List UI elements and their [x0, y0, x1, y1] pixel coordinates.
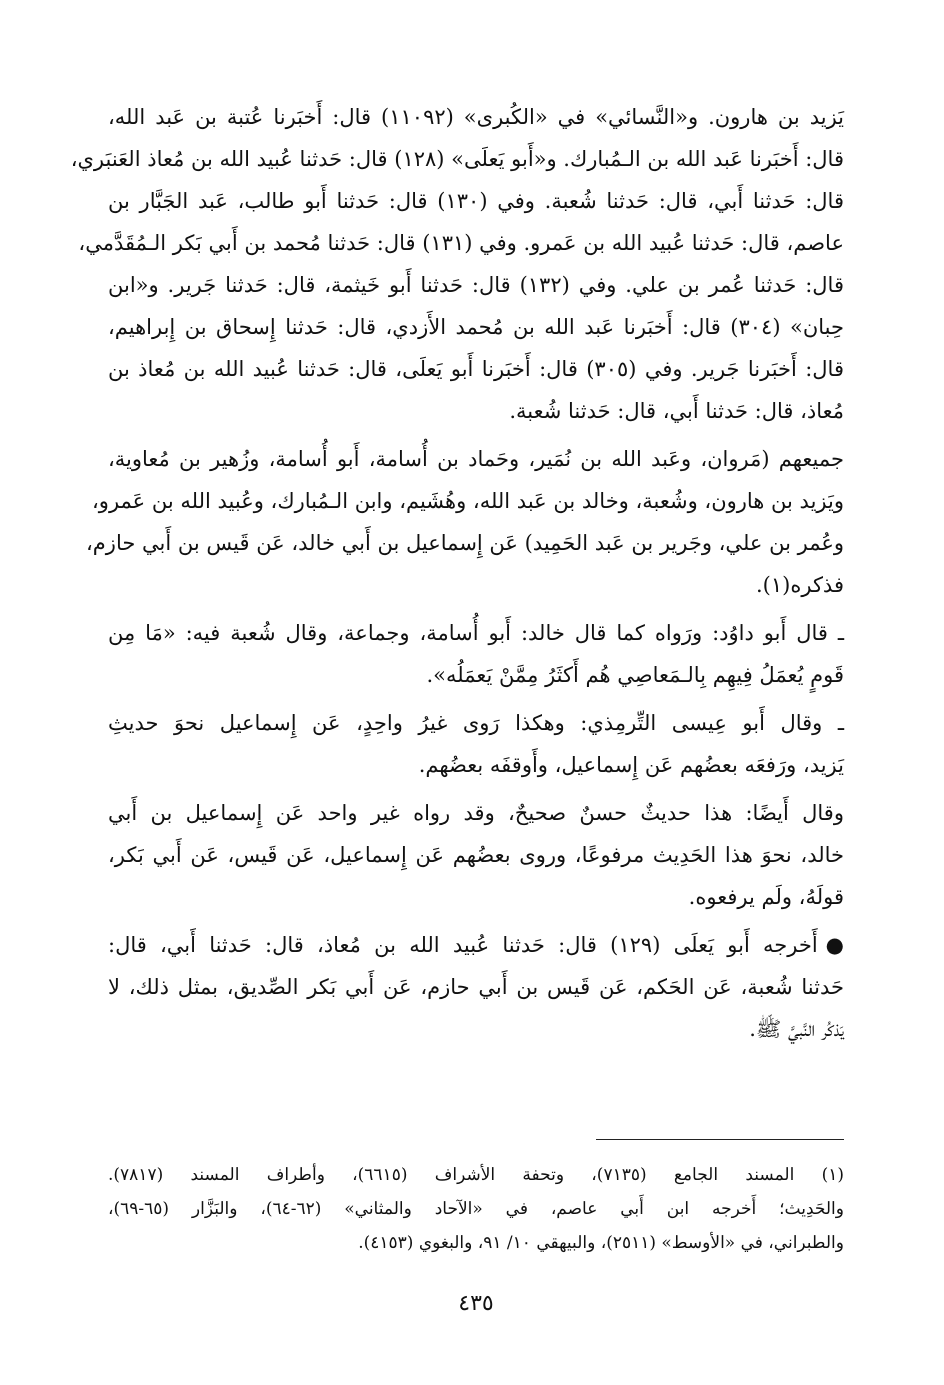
- paragraph-narrators: [86, 438, 844, 606]
- text-line: وعُمر بن علي، وجَرير بن عَبد الحَمِيد) عَن إِسماعيل بن أَبي خالد، عَن قَيس بن أَبي حازم،: [86, 531, 844, 555]
- text-line: قَومٍ يُعمَلُ فِيهِم بِالـمَعاصِي هُم أَكثَرُ مِمَّنْ يَعمَلُه».: [426, 663, 844, 687]
- text-line: قال: أَخبَرنا عَبد الله بن الـمُبارك. و«أَبو يَعلَى» (١٢٨) قال: حَدثنا عُبيد الله بن مُعاذ العَنبَري،: [70, 147, 844, 171]
- text-line: حَدثنا شُعبة، عَن الحَكم، عَن قَيس بن أَبي حازم، عَن أَبي بَكر الصِّديق، بمثل ذلك، لا: [108, 975, 844, 999]
- footnote-line: والطبراني، في «الأوسط» (٢٥١١)، والبيهقي ١٠/ ٩١، والبغوي (٤١٥٣).: [358, 1233, 844, 1253]
- bullet-text: أَخرجه أَبو يَعلَى (١٢٩) قال: حَدثنا عُبيد الله بن مُعاذ، قال: حَدثنا أَبي، قال:: [108, 933, 818, 957]
- text-line: جميعهم (مَروان، وعَبد الله بن نُمَير، وحَماد بن أُسامة، أَبو أُسامة، وزُهير بن مُعاوية،: [108, 447, 844, 471]
- text-line: حِبان» (٣٠٤) قال: أَخبَرنا عَبد الله بن مُحمد الأَزدي، قال: حَدثنا إِسحاق بن إِبراهيم،: [108, 315, 844, 339]
- text-line: مُعاذ، قال: حَدثنا أَبي، قال: حَدثنا شُعبة.: [509, 399, 844, 423]
- text-line: خالد، نحوَ هذا الحَدِيث مرفوعًا، وروى بعضُهم عَن إِسماعيل، عَن قَيس، عَن أَبي بَكر،: [108, 843, 844, 867]
- text-line: يَزيد بن هارون. و«النَّسائي» في «الكُبرى» (١١٠٩٢) قال: أَخبَرنا عُتبة بن عَبد الله،: [108, 105, 845, 129]
- text-line: قال: أَخبَرنا جَرير. وفي (٣٠٥) قال: أَخبَرنا أَبو يَعلَى، قال: حَدثنا عُبيد الله بن مُعاذ بن: [108, 357, 844, 381]
- text-line: قولَهُ، ولَم يرفعوه.: [688, 885, 844, 909]
- paragraph-hasan-sahih: [108, 792, 844, 918]
- footnote-line: (١) المسند الجامع (٧١٣٥)، وتحفة الأشراف (٦٦١٥)، وأطراف المسند (٧٨١٧).: [108, 1165, 845, 1185]
- footnote-divider: [596, 1139, 844, 1140]
- paragraph-abu-dawud: [108, 612, 844, 696]
- paragraph-tirmidhi: [108, 702, 844, 786]
- text-line: قال: حَدثنا عُمر بن علي. وفي (١٣٢) قال: حَدثنا أَبو خَيثمة، قال: حَدثنا جَرير. و«ابن: [108, 273, 844, 297]
- footnote-line: والحَدِيث؛ أَخرجه ابن أَبي عاصم، في «الآحاد والمثاني» (٦٢-٦٤)، والبَزَّار (٦٥-٦٩)،: [108, 1199, 844, 1219]
- paragraph-bullet: [108, 924, 844, 1050]
- page-number: ٤٣٥: [458, 1291, 494, 1316]
- text-line: فذكره(١).: [756, 573, 844, 597]
- paragraph-sources: [70, 96, 845, 432]
- footnotes: [108, 1158, 844, 1260]
- bullet-icon: ●: [825, 933, 844, 957]
- text-line: [108, 924, 844, 966]
- text-line: ـ قال أَبو داوُد: ورَواه كما قال خالد: أَبو أُسامة، وجماعة، وقال شُعبة فيه: «مَا مِن: [108, 621, 844, 645]
- page-body: [70, 96, 845, 1316]
- text-line: ـ وقال أَبو عِيسى التِّرمِذي: وهكذا رَوى غيرُ واحِدٍ، عَن إِسماعيل نحوَ حديثِ: [108, 711, 844, 735]
- text-line: ويَزيد بن هارون، وشُعبة، وخالد بن عَبد الله، وهُشَيم، وابن الـمُبارك، وعُبيد الله بن عَمرو،: [92, 489, 844, 513]
- text-line: يَذكُر النَّبيَّ ﷺ.: [749, 1017, 844, 1041]
- text-line: عاصم، قال: حَدثنا عُبيد الله بن عَمرو. وفي (١٣١) قال: حَدثنا مُحمد بن أَبي بَكر الـمُقَدَّمي،: [78, 231, 844, 255]
- text-line: قال: حَدثنا أَبي، قال: حَدثنا شُعبة. وفي (١٣٠) قال: حَدثنا أَبو طالب، عَبد الجَبَّار بن: [108, 189, 844, 213]
- text-line: وقال أَيضًا: هذا حديثٌ حسنٌ صحيحٌ، وقد رواه غير واحد عَن إِسماعيل بن أَبي: [108, 801, 844, 825]
- text-line: يَزيد، ورَفعَه بعضُهم عَن إِسماعيل، وأَوقفَه بعضُهم.: [418, 753, 844, 777]
